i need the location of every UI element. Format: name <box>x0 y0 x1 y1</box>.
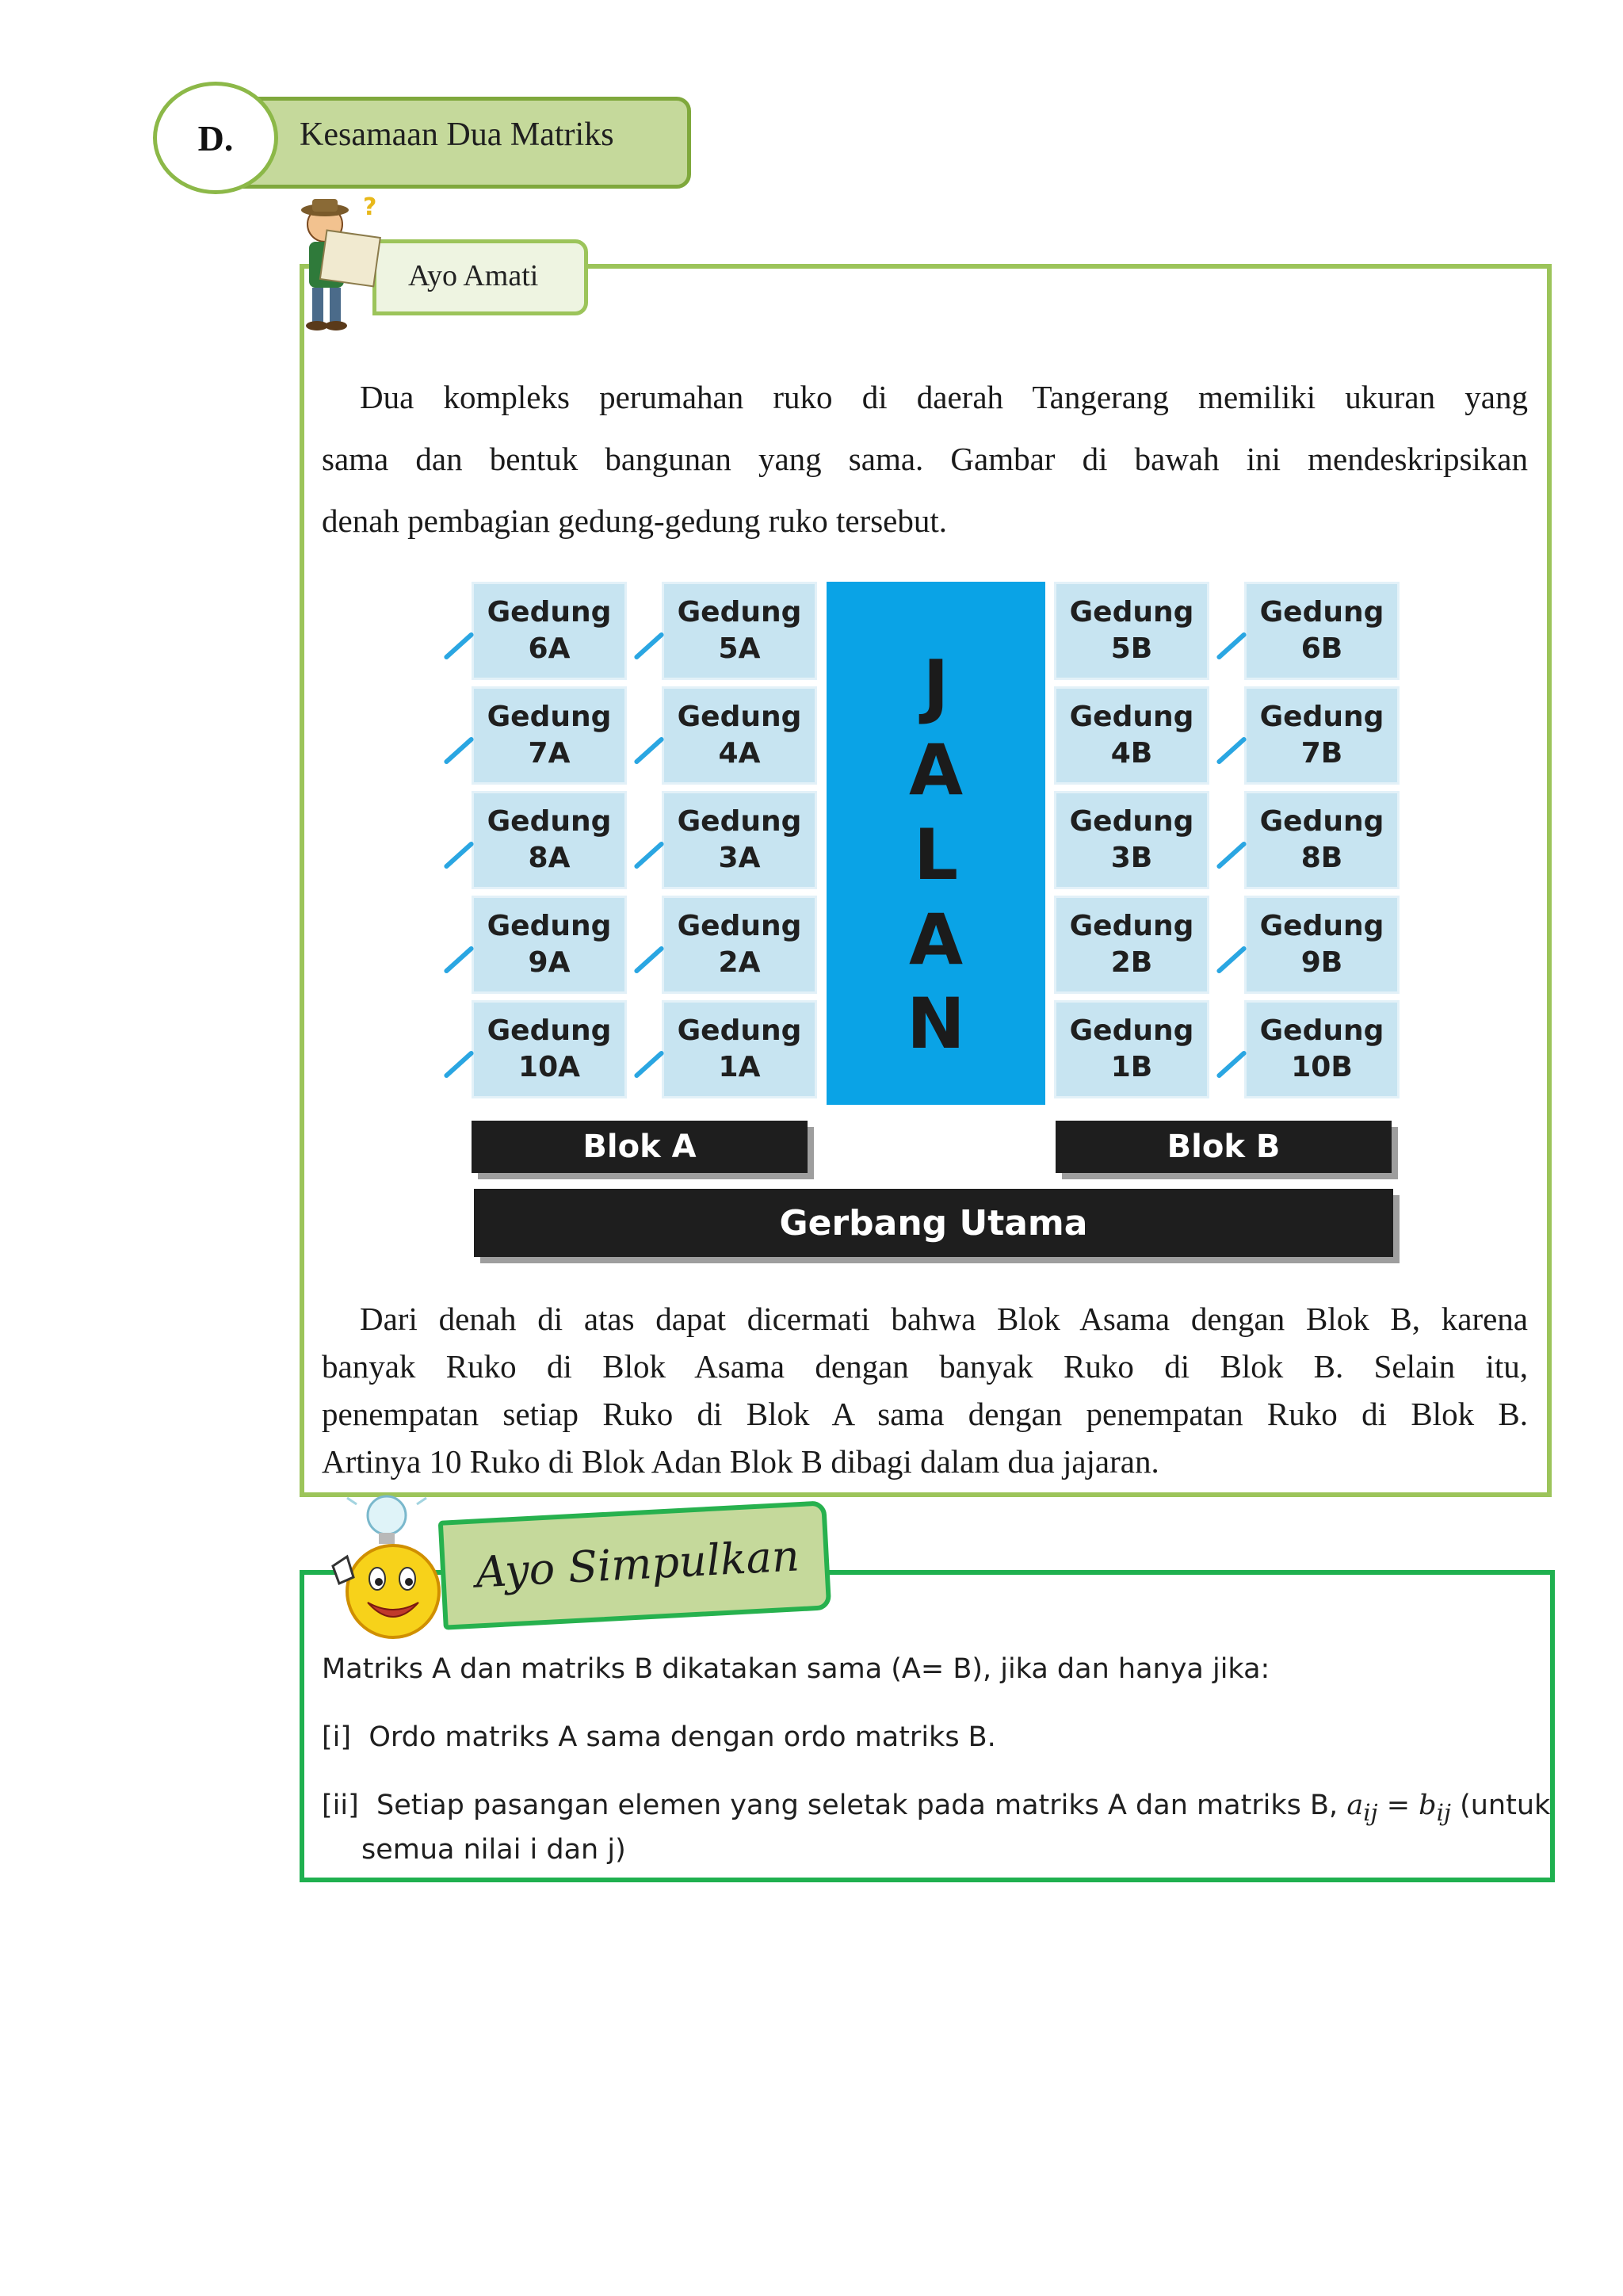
intro-line: sama dan bentuk bangunan yang sama. Gambar di bawah ini mendeskripsikan <box>322 441 1528 477</box>
section-letter-badge <box>153 82 278 194</box>
blok-b-label: Blok B <box>1056 1121 1392 1173</box>
math-aij <box>1346 1790 1378 1826</box>
explorer-mascot-icon <box>277 194 404 345</box>
entrance-marker-icon <box>1216 632 1247 661</box>
building-word: Gedung <box>1069 701 1194 733</box>
building-code: 6B <box>1300 632 1343 665</box>
building-word: Gedung <box>677 910 802 942</box>
building-word: Gedung <box>677 1014 802 1047</box>
entrance-marker-icon <box>1216 946 1247 975</box>
ruko-site-plan <box>349 572 1403 1270</box>
item-text: Ordo matriks A sama dengan ordo matriks B. <box>369 1721 996 1753</box>
building-code: 1A <box>718 1051 761 1083</box>
building-word: Gedung <box>1259 910 1384 942</box>
math-a-sub: ij <box>1363 1799 1378 1826</box>
building-6A <box>472 582 627 680</box>
building-8A <box>472 791 627 889</box>
road-letter: N <box>907 983 965 1065</box>
entrance-marker-icon <box>633 736 665 766</box>
building-word: Gedung <box>487 1014 612 1047</box>
building-10A <box>472 1000 627 1098</box>
math-b: b <box>1419 1790 1437 1821</box>
road-letter: A <box>908 898 964 980</box>
conclude-item-2 <box>322 1786 1550 1832</box>
building-word: Gedung <box>1259 805 1384 838</box>
conclusion-line: banyak Ruko di Blok Asama dengan banyak Ruko di Blok B. Selain itu, <box>322 1348 1528 1385</box>
observe-conclusion-paragraph <box>322 1295 1528 1485</box>
entrance-marker-icon <box>633 1050 665 1079</box>
building-4A <box>662 686 817 785</box>
building-code: 8B <box>1300 842 1343 874</box>
math-equals: = <box>1386 1790 1411 1821</box>
building-code: 10A <box>518 1051 580 1083</box>
building-code: 10B <box>1291 1051 1353 1083</box>
building-3A <box>662 791 817 889</box>
math-a: a <box>1346 1790 1364 1821</box>
conclusion-line: Artinya 10 Ruko di Blok Adan Blok B dibagi dalam dua jajaran. <box>322 1443 1159 1480</box>
building-word: Gedung <box>1069 1014 1194 1047</box>
building-word: Gedung <box>677 805 802 838</box>
building-9A <box>472 896 627 994</box>
observe-label: Ayo Amati <box>408 259 539 292</box>
building-1B <box>1054 1000 1209 1098</box>
conclude-item-1 <box>322 1718 996 1756</box>
building-word: Gedung <box>1259 1014 1384 1047</box>
item-number: [ii] <box>322 1790 359 1821</box>
road-letter: A <box>908 729 964 812</box>
conclude-statement: Matriks A dan matriks B dikatakan sama (A= B), jika dan hanya jika: <box>322 1653 1270 1685</box>
item-number: [i] <box>322 1721 352 1753</box>
building-code: 5A <box>718 632 761 665</box>
entrance-marker-icon <box>633 946 665 975</box>
road-letter: J <box>922 644 949 727</box>
building-5A <box>662 582 817 680</box>
idea-smiley-icon <box>315 1490 456 1648</box>
building-6B <box>1244 582 1400 680</box>
building-code: 9B <box>1300 946 1343 979</box>
building-2B <box>1054 896 1209 994</box>
building-word: Gedung <box>487 805 612 838</box>
building-7B <box>1244 686 1400 785</box>
road-jalan <box>827 582 1045 1105</box>
conclude-label: Ayo Simpulkan <box>474 1530 801 1598</box>
building-word: Gedung <box>1069 805 1194 838</box>
math-bij <box>1419 1790 1451 1826</box>
building-code: 3B <box>1110 842 1153 874</box>
building-5B <box>1054 582 1209 680</box>
entrance-marker-icon <box>1216 841 1247 870</box>
entrance-marker-icon <box>633 841 665 870</box>
intro-line: denah pembagian gedung-gedung ruko tersebut. <box>322 502 948 539</box>
section-title: Kesamaan Dua Matriks <box>300 117 614 153</box>
conclude-item-2-continued: semua nilai i dan j) <box>361 1834 626 1866</box>
building-code: 2A <box>718 946 761 979</box>
entrance-marker-icon <box>1216 1050 1247 1079</box>
intro-line: Dua kompleks perumahan ruko di daerah Tangerang memiliki ukuran yang <box>360 379 1528 415</box>
building-code: 6A <box>528 632 571 665</box>
building-2A <box>662 896 817 994</box>
item-text-tail: (untuk <box>1460 1790 1551 1821</box>
building-code: 1B <box>1110 1051 1153 1083</box>
building-word: Gedung <box>677 596 802 628</box>
road-letter: L <box>913 813 959 896</box>
building-code: 5B <box>1110 632 1153 665</box>
entrance-marker-icon <box>633 632 665 661</box>
building-word: Gedung <box>1259 701 1384 733</box>
building-code: 4A <box>718 737 761 770</box>
building-1A <box>662 1000 817 1098</box>
building-code: 3A <box>718 842 761 874</box>
building-word: Gedung <box>677 701 802 733</box>
building-3B <box>1054 791 1209 889</box>
observe-intro-paragraph <box>322 366 1528 552</box>
building-word: Gedung <box>487 910 612 942</box>
svg-text:?: ? <box>363 194 377 221</box>
building-code: 7B <box>1300 737 1343 770</box>
entrance-marker-icon <box>443 1050 475 1079</box>
conclusion-line: Dari denah di atas dapat dicermati bahwa Blok Asama dengan Blok B, karena <box>360 1301 1528 1337</box>
entrance-marker-icon <box>443 841 475 870</box>
section-letter: D. <box>197 117 234 159</box>
entrance-marker-icon <box>1216 736 1247 766</box>
building-word: Gedung <box>487 596 612 628</box>
building-code: 8A <box>528 842 571 874</box>
building-7A <box>472 686 627 785</box>
building-word: Gedung <box>1259 596 1384 628</box>
building-word: Gedung <box>1069 596 1194 628</box>
building-word: Gedung <box>1069 910 1194 942</box>
building-10B <box>1244 1000 1400 1098</box>
building-code: 4B <box>1110 737 1153 770</box>
math-b-sub: ij <box>1436 1799 1451 1826</box>
conclusion-line: penempatan setiap Ruko di Blok A sama dengan penempatan Ruko di Blok B. <box>322 1396 1528 1432</box>
entrance-marker-icon <box>443 736 475 766</box>
entrance-marker-icon <box>443 946 475 975</box>
building-4B <box>1054 686 1209 785</box>
building-code: 2B <box>1110 946 1153 979</box>
building-8B <box>1244 791 1400 889</box>
building-code: 9A <box>528 946 571 979</box>
item-text: Setiap pasangan elemen yang seletak pada matriks A dan matriks B, <box>376 1790 1338 1821</box>
building-9B <box>1244 896 1400 994</box>
blok-a-label: Blok A <box>472 1121 808 1173</box>
building-word: Gedung <box>487 701 612 733</box>
building-code: 7A <box>528 737 571 770</box>
main-gate-label: Gerbang Utama <box>474 1189 1393 1257</box>
entrance-marker-icon <box>443 632 475 661</box>
